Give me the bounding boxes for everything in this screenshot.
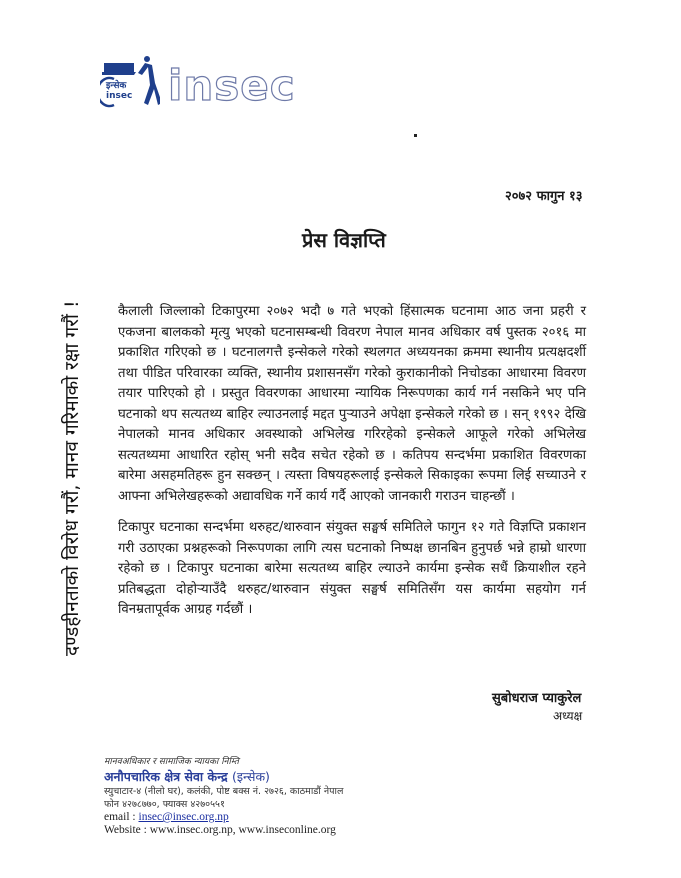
logo-small-latin: insec bbox=[106, 91, 133, 101]
logo-wordmark: insec bbox=[168, 61, 296, 110]
document-date: २०७२ फागुन १३ bbox=[505, 189, 583, 204]
footer-org bbox=[104, 768, 404, 785]
footer-tagline: मानवअधिकार र सामाजिक न्यायका निम्ति bbox=[104, 757, 239, 767]
footer-org-name: अनौपचारिक क्षेत्र सेवा केन्द्र bbox=[104, 769, 228, 784]
footer-email-line bbox=[104, 811, 404, 824]
insec-logo bbox=[100, 50, 330, 110]
signatory-name: सुबोधराज प्याकुरेल bbox=[492, 691, 582, 706]
signatory-role: अध्यक्ष bbox=[553, 709, 583, 723]
footer-phone: फोन ४२७८७७०, फ्याक्स ४२७०५५१ bbox=[104, 799, 225, 810]
document-title: प्रेस विज्ञप्ति bbox=[302, 228, 386, 252]
footer-email-label: email : bbox=[104, 811, 139, 823]
footer-email-link[interactable]: insec@insec.org.np bbox=[138, 811, 229, 823]
stray-dot bbox=[414, 134, 417, 137]
footer-address: स्युचाटार-४ (नीलो घर), कलंकी, पोष्ट बक्स नं. २७२६, काठमाडौं नेपाल bbox=[104, 786, 344, 797]
footer-website-line bbox=[104, 824, 404, 837]
logo-small-devanagari: इन्सेक bbox=[106, 81, 127, 91]
footer-contact bbox=[104, 756, 404, 837]
body-paragraph-1: कैलाली जिल्लाको टिकापुरमा २०७२ भदौ ७ गते भएको हिंसात्मक घटनामा आठ जना प्रहरी र एकजना बालकको मृत्यु भएको घटनासम्बन्धी विवरण नेपाल मानव अधिकार वर्ष पुस्तक २०१६ मा प्रकाशित गरिएको छ । घटनालगत्तै इन्सेकले गरेको स्थलगत अध्ययनका क्रममा स्थानीय प्रत्यक्षदर्शी तथा पीडित परिवारका व्यक्ति, स्थानीय प्रशासनसँग गरेको कुराकानीको निचोडका आधारमा विवरण तयार पारिएको हो । प्रस्तुत विवरणका आधारमा न्यायिक निरूपणका कार्य गर्न नसकिने भए पनि घटनाको थप सत्यतथ्य बाहिर ल्याउनलाई मद्दत पुऱ्याउने अपेक्षा इन्सेकले गरेको छ । सन् १९९२ देखि नेपालको मानव अधिकार अवस्थाको अभिलेख गरिरहेको इन्सेकले आफूले गरेको अभिलेख सत्यतथ्यमा आधारित रहोस् भनी सदैव सचेत रहेको छ । कतिपय सन्दर्भमा प्रकाशित विवरणका बारेमा असहमतिहरू हुन सक्छन् । त्यस्ता विषयहरूलाई इन्सेकले सिकाइका रूपमा लिई सच्याउने र आफ्ना अभिलेखहरूको अद्यावधिक गर्ने कार्य गर्दै आएको जानकारी गराउन चाहन्छौं । bbox=[118, 304, 586, 504]
vertical-slogan: दण्डहीनताको विरोध गरौं, मानव गरिमाको रक्षा गरौं ! bbox=[61, 300, 83, 656]
body-paragraph-2: टिकापुर घटनाका सन्दर्भमा थरुहट/थारुवान संयुक्त सङ्घर्ष समितिले फागुन १२ गते विज्ञप्ति प्रकाशन गरी उठाएका प्रश्नहरूको निरूपणका लागि त्यस घटनाको निष्पक्ष छानबिन हुनुपर्छ भन्ने हाम्रो धारणा रहेको छ । टिकापुर घटनाका बारेमा सत्यतथ्य बाहिर ल्याउने कार्यमा इन्सेक सधैं क्रियाशील रहने प्रतिबद्धता दोहोऱ्याउँदै थरुहट/थारुवान संयुक्त सङ्घर्ष समितिसँग यस कार्यमा सहयोग गर्न विनम्रतापूर्वक आग्रह गर्दछौं । bbox=[118, 520, 586, 617]
logo-emblem-icon bbox=[100, 55, 160, 110]
footer-website: www.insec.org.np, www.inseconline.org bbox=[149, 824, 336, 836]
footer-website-label: Website : bbox=[104, 824, 150, 836]
footer-org-abbr: (इन्सेक) bbox=[231, 769, 270, 784]
